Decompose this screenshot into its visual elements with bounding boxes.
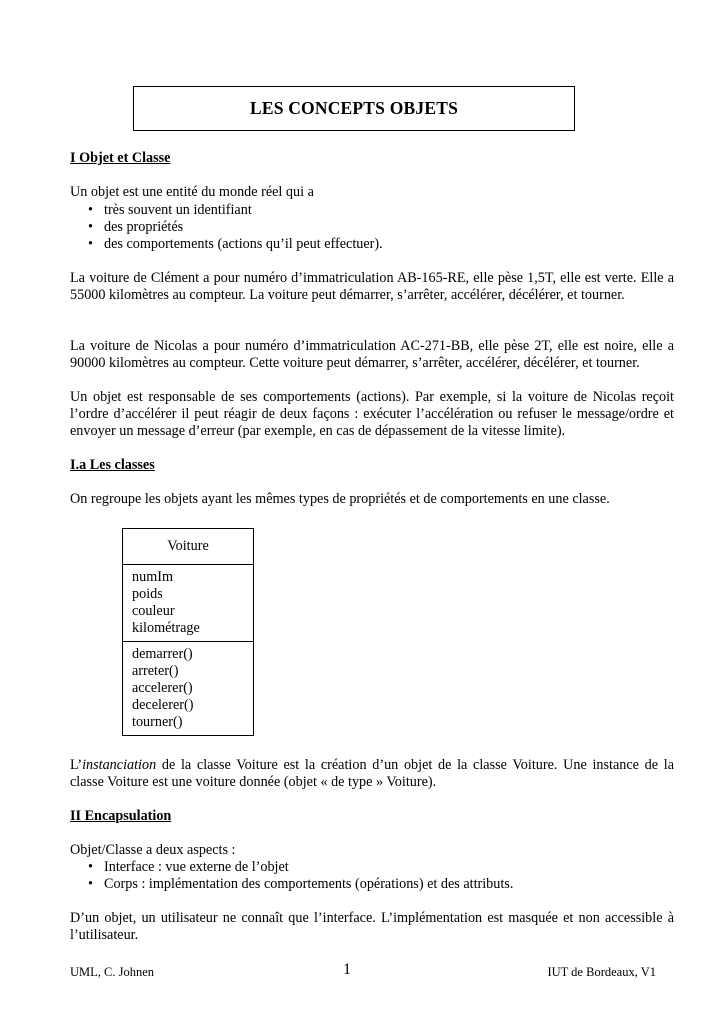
list-item: • des comportements (actions qu’il peut effectuer). <box>70 236 674 253</box>
paragraph-instanciation <box>70 757 674 791</box>
paragraph-clement: La voiture de Clément a pour numéro d’immatriculation AB-165-RE, elle pèse 1,5T, elle est verte. Elle a 55000 kilomètres au compteur. La voiture peut démarrer, s’arrêter, accélérer, décélérer, et tourner. <box>70 270 674 303</box>
list-item: • des propriétés <box>70 219 674 236</box>
page-title: LES CONCEPTS OBJETS <box>133 86 575 131</box>
paragraph-interface: D’un objet, un utilisateur ne connaît que l’interface. L’implémentation est masquée et non accessible à l’utilisateur. <box>70 910 674 943</box>
paragraph-responsable: Un objet est responsable de ses comportements (actions). Par exemple, si la voiture de Nicolas reçoit l’ordre d’accélérer il peut réagir de deux façons : exécuter l’accélération ou refuser le message/ordre et envoyer un message d’erreur (par exemple, en cas de dépassement de la vitesse limite). <box>70 389 674 439</box>
footer-page-number: 1 <box>343 961 351 978</box>
instanciation-rest: de la classe Voiture est la création d’un objet de la classe Voiture. Une instance de la classe Voiture est une voiture donnée (objet « de type » Voiture). <box>70 757 674 790</box>
instanciation-prefix: L’ <box>70 757 83 773</box>
footer-institution: IUT de Bordeaux, V1 <box>547 965 656 979</box>
encapsulation-aspects-list <box>70 859 674 893</box>
intro-text: Un objet est une entité du monde réel qui a <box>70 184 314 200</box>
section-heading-classes: I.a Les classes <box>70 457 155 473</box>
section-heading-objet-classe: I Objet et Classe <box>70 150 171 166</box>
uml-methods <box>123 641 253 735</box>
footer-author: UML, C. Johnen <box>70 965 155 979</box>
uml-attribute: numIm <box>132 569 173 585</box>
instanciation-term: instanciation <box>82 757 157 773</box>
uml-method: accelerer() <box>132 680 193 696</box>
uml-attributes <box>123 565 253 641</box>
uml-method: arreter() <box>132 663 179 679</box>
uml-class-name: Voiture <box>123 529 253 565</box>
uml-method: demarrer() <box>132 646 193 662</box>
paragraph-nicolas: La voiture de Nicolas a pour numéro d’immatriculation AC-271-BB, elle pèse 2T, elle est noire, elle a 90000 kilomètres au compteur. Cette voiture peut démarrer, s’arrêter, accélérer, décélérer, et tourner. <box>70 338 674 371</box>
uml-class-diagram <box>122 528 254 736</box>
objet-properties-list <box>70 202 674 253</box>
uml-method: decelerer() <box>132 697 194 713</box>
encapsulation-intro: Objet/Classe a deux aspects : <box>70 842 236 858</box>
list-item: • Corps : implémentation des comportements (opérations) et des attributs. <box>70 876 674 893</box>
list-item: • très souvent un identifiant <box>70 202 674 219</box>
list-item: • Interface : vue externe de l’objet <box>70 859 674 876</box>
uml-attribute: poids <box>132 586 163 602</box>
uml-method: tourner() <box>132 714 183 730</box>
uml-attribute: couleur <box>132 603 175 619</box>
classes-text: On regroupe les objets ayant les mêmes types de propriétés et de comportements en une classe. <box>70 491 610 507</box>
uml-attribute: kilométrage <box>132 620 200 636</box>
section-heading-encapsulation: II Encapsulation <box>70 808 172 824</box>
